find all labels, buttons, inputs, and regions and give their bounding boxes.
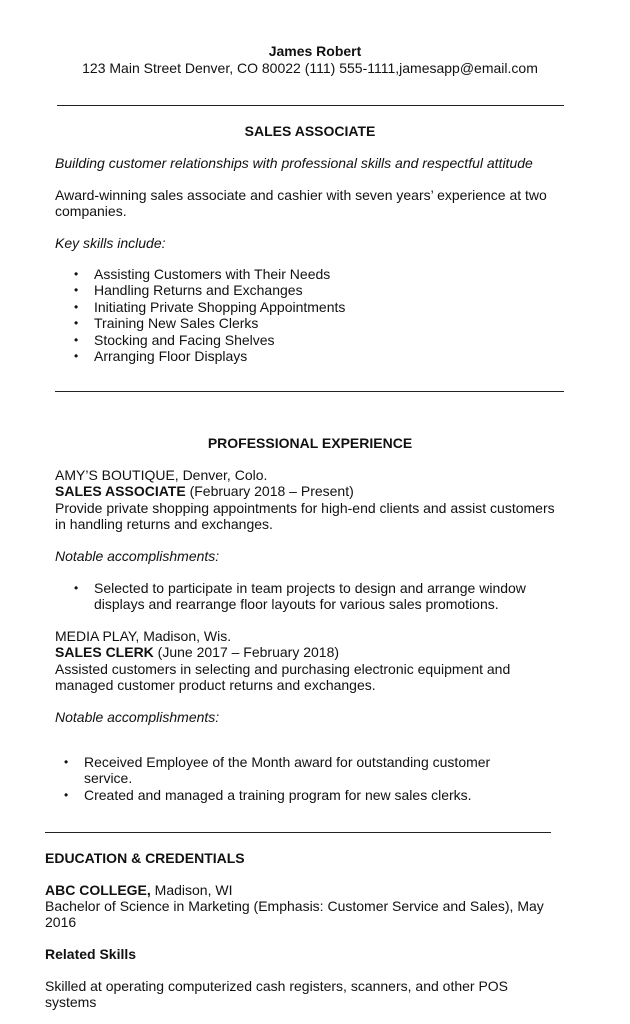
candidate-name: James Robert — [268, 43, 362, 59]
list-item: • Arranging Floor Displays — [74, 348, 248, 365]
bullet-icon: • — [74, 267, 79, 281]
accomplishments-label: Notable accomplishments: — [55, 548, 220, 564]
bullet-icon: • — [64, 787, 69, 802]
list-item: • Received Employee of the Month award for outstanding customer — [64, 754, 491, 770]
bullet-icon: • — [74, 581, 79, 595]
key-skills-list — [74, 266, 346, 365]
related-skills-line2: systems — [45, 994, 97, 1010]
list-item: • Created and managed a training program for new sales clerks. — [64, 786, 472, 803]
job-description-line2: managed customer product returns and exchanges. — [55, 677, 376, 693]
bullet-icon: • — [74, 283, 79, 298]
school-location: Madison, WI — [150, 882, 233, 898]
bullet-icon: • — [74, 332, 79, 347]
accomplishments-list — [64, 754, 491, 803]
contact-info: 123 Main Street Denver, CO 80022 (111) 555-1111,jamesapp@email.com — [82, 60, 538, 76]
divider — [57, 105, 564, 106]
related-skills-title: Related Skills — [45, 946, 137, 962]
list-item: • Training New Sales Clerks — [74, 315, 259, 332]
related-skills-line1: Skilled at operating computerized cash registers, scanners, and other POS — [45, 978, 509, 994]
job-description-line2: in handling returns and exchanges. — [55, 516, 273, 532]
skills-label: Key skills include: — [55, 235, 166, 251]
job-employer: AMY’S BOUTIQUE, Denver, Colo. — [55, 467, 268, 483]
degree-line2: 2016 — [45, 914, 77, 930]
list-item: • Assisting Customers with Their Needs — [74, 266, 331, 282]
degree-line1: Bachelor of Science in Marketing (Emphasis: Customer Service and Sales), May — [45, 898, 544, 914]
job-description-line1: Assisted customers in selecting and purchasing electronic equipment and — [55, 661, 511, 677]
summary-tagline: Building customer relationships with professional skills and respectful attitude — [55, 155, 533, 171]
education-title: EDUCATION & CREDENTIALS — [45, 850, 245, 866]
bullet-icon: • — [74, 349, 79, 364]
job-description-line1: Provide private shopping appointments for high-end clients and assist customers — [55, 500, 555, 516]
bullet-icon: • — [64, 755, 69, 769]
school-name: ABC COLLEGE, — [45, 882, 151, 898]
school-line — [45, 882, 232, 898]
job-role-line — [55, 483, 354, 499]
job-role: SALES CLERK — [55, 644, 154, 660]
summary-title: SALES ASSOCIATE — [244, 123, 376, 139]
list-item: • Initiating Private Shopping Appointments — [74, 298, 346, 315]
job-dates: (June 2017 – February 2018) — [153, 644, 340, 660]
list-item-continued: service. — [84, 770, 133, 787]
list-item-continued: displays and rearrange floor layouts for various sales promotions. — [94, 596, 499, 613]
bullet-icon: • — [74, 316, 79, 331]
accomplishments-list — [74, 580, 526, 613]
job-employer: MEDIA PLAY, Madison, Wis. — [55, 628, 232, 644]
list-item: • Selected to participate in team projects to design and arrange window — [74, 580, 526, 596]
job-role: SALES ASSOCIATE — [55, 483, 186, 499]
experience-title: PROFESSIONAL EXPERIENCE — [207, 435, 413, 451]
job-role-line — [55, 644, 339, 660]
bullet-icon: • — [74, 299, 79, 314]
list-item: • Handling Returns and Exchanges — [74, 282, 303, 299]
summary-intro-line2: companies. — [55, 203, 127, 219]
job-dates: (February 2018 – Present) — [185, 483, 354, 499]
divider — [45, 832, 551, 833]
list-item: • Stocking and Facing Shelves — [74, 331, 275, 348]
accomplishments-label: Notable accomplishments: — [55, 709, 220, 725]
summary-intro-line1: Award-winning sales associate and cashier with seven years’ experience at two — [55, 187, 547, 203]
divider — [55, 391, 564, 392]
